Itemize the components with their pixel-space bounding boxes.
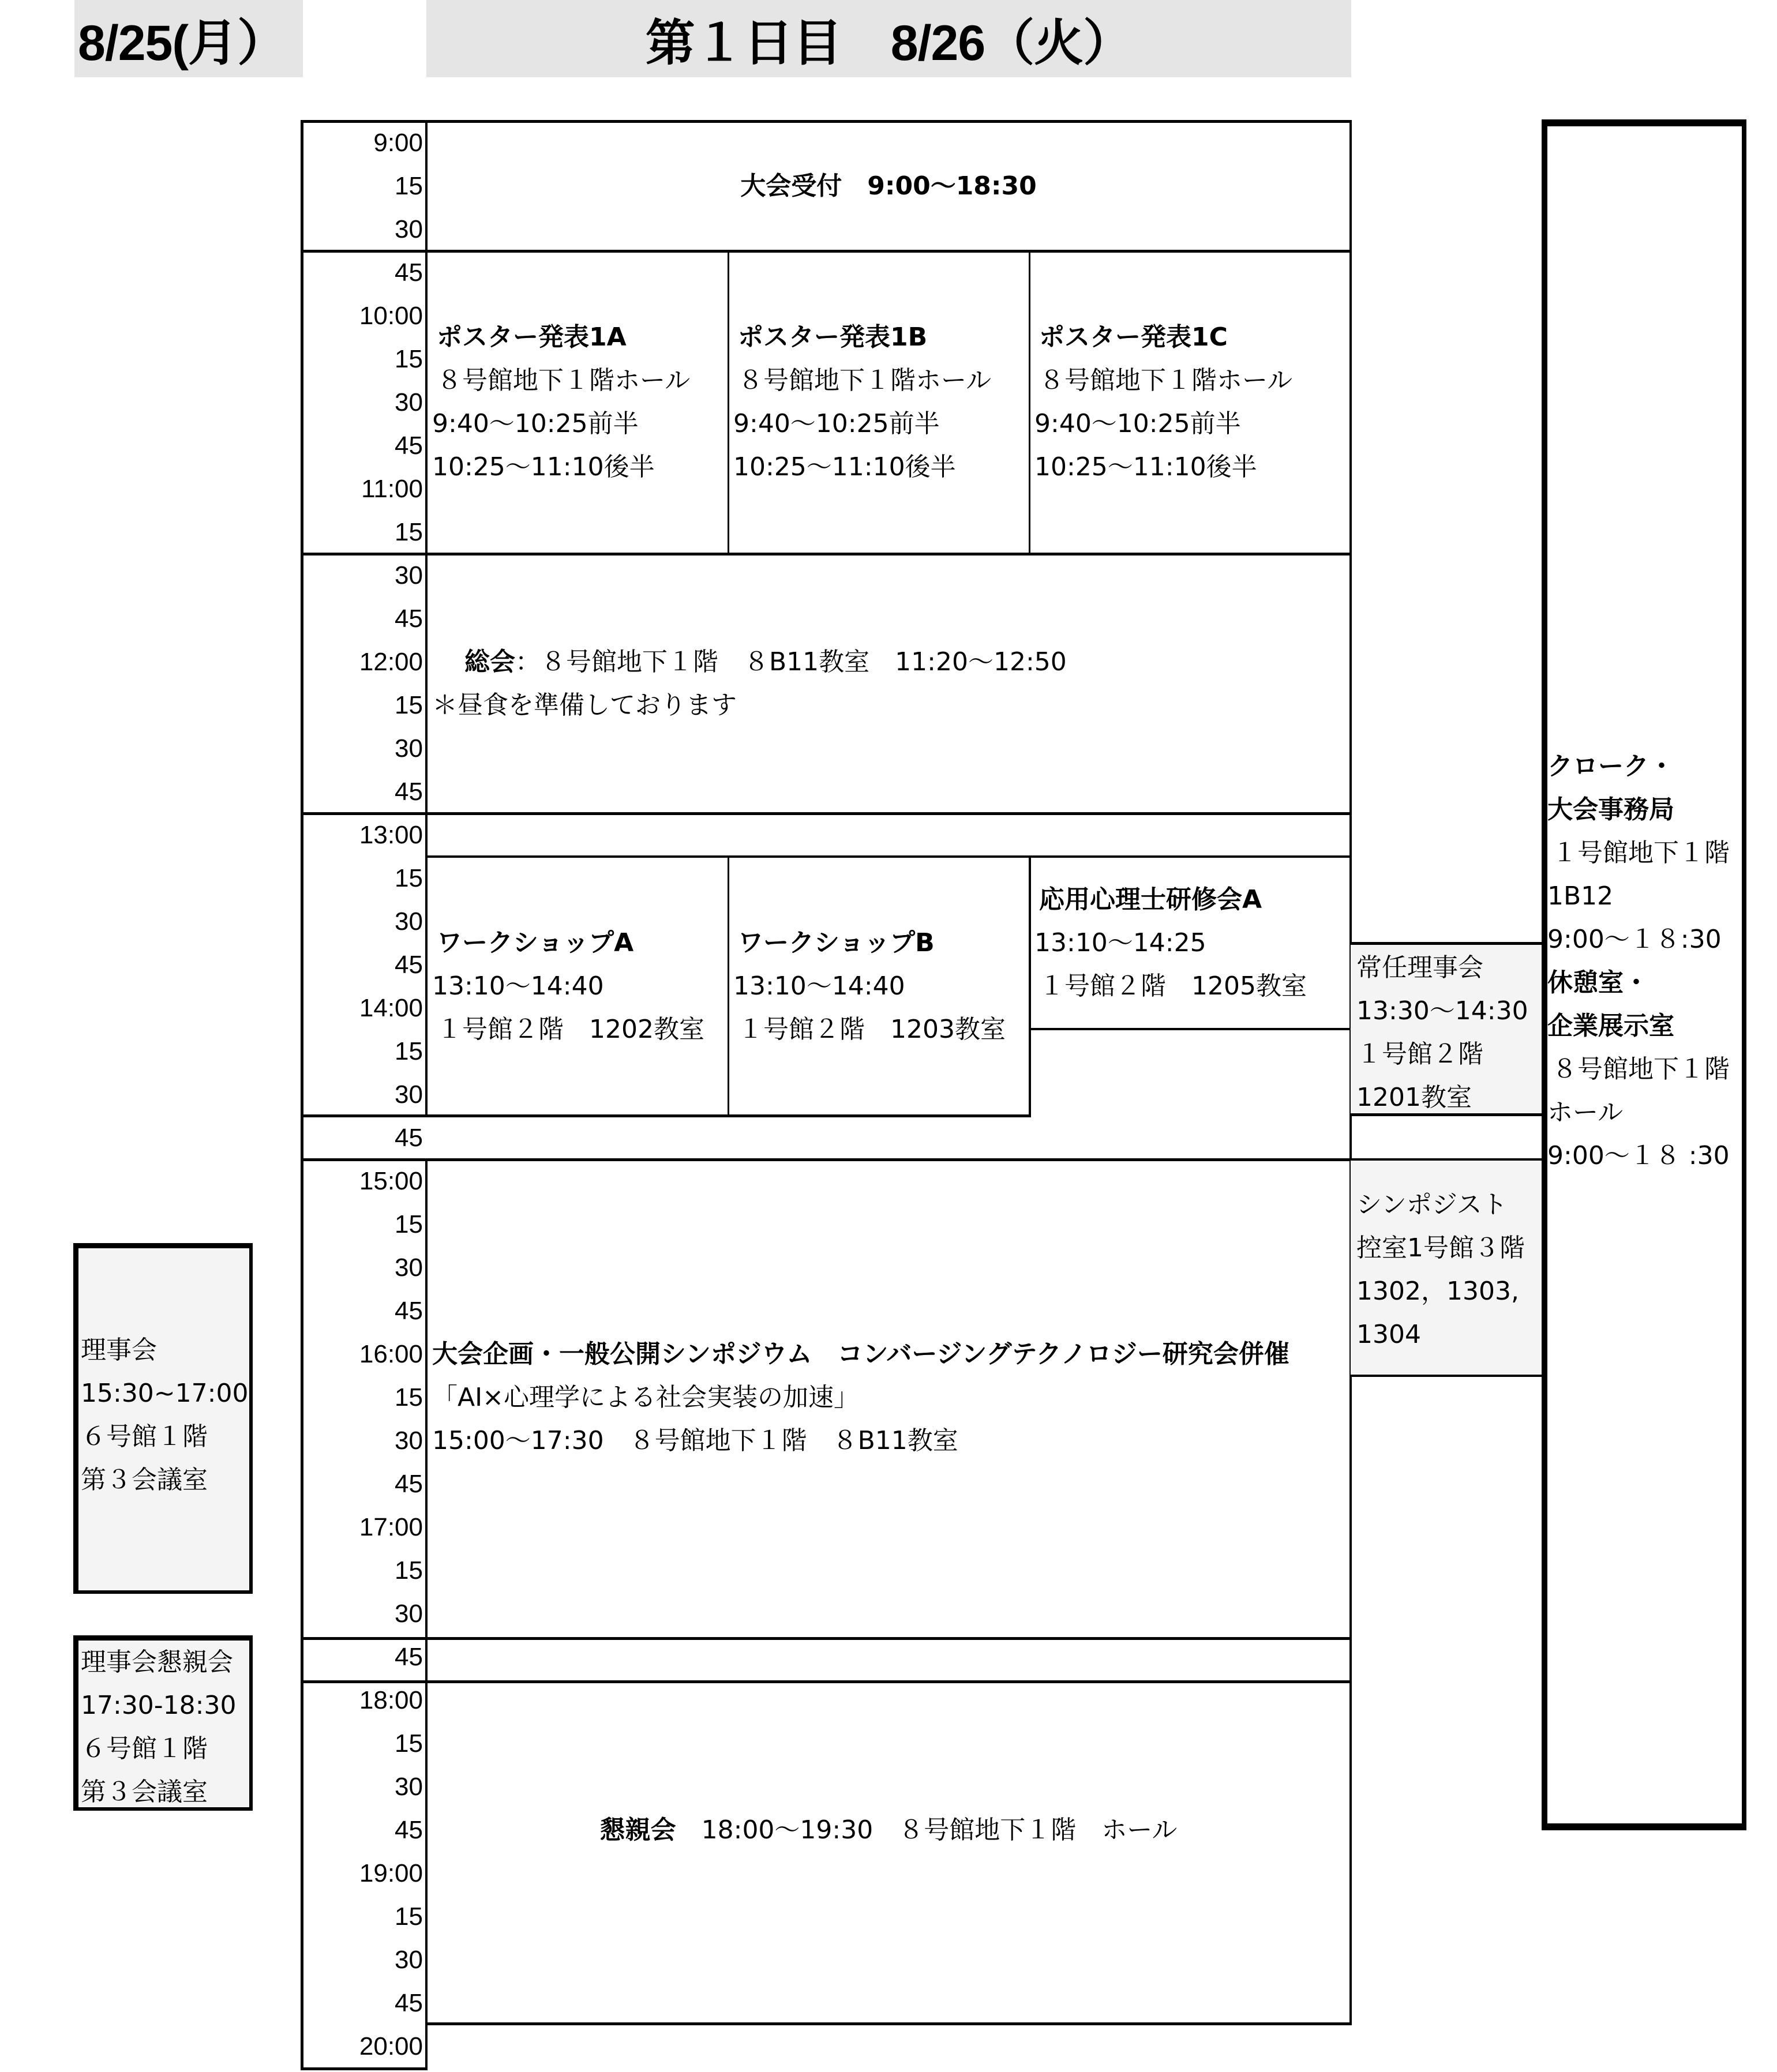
time-label: 45 <box>395 431 423 460</box>
time-label: 15:00 <box>359 1167 423 1195</box>
time-label: 30 <box>395 1253 423 1282</box>
board-party-line: ６号館１階 <box>81 1734 208 1763</box>
time-label: 15 <box>395 1210 423 1238</box>
workshop-b-title: ワークショップB <box>738 928 935 958</box>
board-party-box <box>73 1635 253 1811</box>
row-sep-1930 <box>426 2022 1352 2025</box>
party-detail: 18:00〜19:30 ８号館地下１階 ホール <box>701 1815 1178 1845</box>
time-label: 9:00 <box>373 129 423 157</box>
poster-1c <box>1030 316 1349 489</box>
time-label: 15 <box>395 1383 423 1412</box>
general-meeting-detail: ：８号館地下１階 ８B11教室 11:20〜12:50 <box>515 647 1067 677</box>
cloak-room: 1B12 <box>1547 881 1614 911</box>
general-meeting-title: 総会 <box>464 647 515 677</box>
time-column <box>302 121 426 2068</box>
table-bottom-border <box>301 2067 428 2070</box>
time-label: 15 <box>395 1037 423 1065</box>
workshop-b-place: １号館２階 1203教室 <box>738 1015 1006 1044</box>
board-meeting-box <box>73 1243 253 1594</box>
reception-title: 大会受付 9:00〜18:30 <box>740 171 1037 201</box>
time-label: 16:00 <box>359 1340 423 1368</box>
workshop-b-time: 13:10〜14:40 <box>733 971 905 1001</box>
poster-1b <box>729 316 1029 489</box>
poster-1c-first-half: 9:40〜10:25前半 <box>1034 409 1241 438</box>
row-sep-1130 <box>301 553 1352 555</box>
workshop-a-place: １号館２階 1202教室 <box>437 1015 704 1044</box>
symposium-detail: 15:00〜17:30 ８号館地下１階 ８B11教室 <box>432 1426 958 1455</box>
training-a-time: 13:10〜14:25 <box>1034 928 1206 958</box>
row-sep-1415-c <box>1030 1028 1351 1030</box>
board-meeting-line: ６号館１階 <box>81 1422 208 1451</box>
lounge-time: 9:00〜１８ :30 <box>1547 1141 1730 1170</box>
symposist-room-line: 控室1号館３階 <box>1356 1233 1525 1263</box>
time-label: 45 <box>395 605 423 633</box>
symposist-room-line: 1302，1303, <box>1356 1277 1519 1306</box>
time-label: 30 <box>395 1080 423 1109</box>
board-party-line: 第３会議室 <box>81 1777 208 1807</box>
time-label: 45 <box>395 1124 423 1152</box>
time-label: 15 <box>395 1902 423 1931</box>
time-label: 30 <box>395 1427 423 1455</box>
lounge-place: ８号館地下１階 <box>1552 1054 1730 1084</box>
time-label: 10:00 <box>359 302 423 330</box>
poster-1b-second-half: 10:25〜11:10後半 <box>733 452 956 482</box>
time-label: 30 <box>395 215 423 243</box>
row-sep-1445 <box>301 1114 1031 1117</box>
workshop-a-title: ワークショップA <box>437 928 634 958</box>
symposist-room-box <box>1351 1158 1543 1377</box>
row-sep-1300 <box>301 812 1352 815</box>
training-a-title: 応用心理士研修会A <box>1039 885 1262 914</box>
row-sep-1800 <box>301 1680 1352 1683</box>
general-meeting <box>428 640 1351 727</box>
board-party-line: 17:30-18:30 <box>81 1691 237 1720</box>
symposium-subtitle: 「AI×心理学による社会実装の加速」 <box>432 1383 859 1412</box>
reception-event <box>426 121 1351 251</box>
cloak-title-2: 大会事務局 <box>1547 795 1674 824</box>
time-label: 15 <box>395 1729 423 1758</box>
facilities-panel <box>1542 119 1746 1830</box>
time-label: 20:00 <box>359 2032 423 2060</box>
time-label: 30 <box>395 1946 423 1974</box>
poster-1c-title: ポスター発表1C <box>1039 322 1228 352</box>
poster-1b-place: ８号館地下１階ホール <box>738 366 992 395</box>
poster-1a-first-half: 9:40〜10:25前半 <box>432 409 639 438</box>
board-meeting-line: 第３会議室 <box>81 1465 208 1495</box>
training-a <box>1030 878 1349 1008</box>
time-label: 15 <box>395 864 423 892</box>
time-label: 18:00 <box>359 1686 423 1714</box>
cloak-place: １号館地下１階 <box>1552 838 1730 868</box>
cloak-title: クローク・ <box>1547 752 1674 781</box>
poster-1a-second-half: 10:25〜11:10後半 <box>432 452 655 482</box>
symposium <box>428 1332 1351 1462</box>
time-label: 15 <box>395 172 423 200</box>
time-label: 30 <box>395 1773 423 1801</box>
party-event <box>426 1808 1351 1852</box>
lounge-room: ホール <box>1547 1098 1624 1127</box>
time-label: 45 <box>395 1470 423 1498</box>
table-left-border <box>301 120 303 2070</box>
row-sep-1745 <box>301 1637 1352 1640</box>
poster-1b-title: ポスター発表1B <box>738 322 928 352</box>
lounge-title-2: 企業展示室 <box>1547 1011 1674 1041</box>
board-meeting-line: 15:30~17:00 <box>81 1379 249 1408</box>
time-label: 17:00 <box>359 1513 423 1541</box>
day1-header: 第１日目 8/26（火） <box>426 0 1351 77</box>
lounge-title: 休憩室・ <box>1547 968 1649 997</box>
time-label: 15 <box>395 1556 423 1585</box>
time-label: 11:00 <box>361 475 423 503</box>
workshop-a-time: 13:10〜14:40 <box>432 971 604 1001</box>
poster-1c-place: ８号館地下１階ホール <box>1039 366 1293 395</box>
standing-board-line: 1201教室 <box>1356 1083 1472 1112</box>
time-label: 45 <box>395 1297 423 1325</box>
time-label: 13:00 <box>359 821 423 849</box>
training-a-place: １号館２階 1205教室 <box>1039 971 1307 1001</box>
cloak-time: 9:00〜１８:30 <box>1547 925 1722 954</box>
time-label: 30 <box>395 1600 423 1628</box>
board-meeting-line: 理事会 <box>81 1335 157 1365</box>
time-label: 19:00 <box>359 1859 423 1887</box>
poster-1a-place: ８号館地下１階ホール <box>437 366 691 395</box>
prev-day-header: 8/25(月） <box>74 0 303 77</box>
poster-1a-title: ポスター発表1A <box>437 322 627 352</box>
time-label: 30 <box>395 907 423 936</box>
symposium-title: 大会企画・一般公開シンポジウム コンバージングテクノロジー研究会併催 <box>432 1339 1289 1369</box>
time-label: 45 <box>395 1989 423 2017</box>
time-label: 15 <box>395 518 423 546</box>
workshop-b <box>729 921 1029 1051</box>
time-label: 30 <box>395 734 423 763</box>
time-divider <box>425 1158 428 2070</box>
poster-1c-second-half: 10:25〜11:10後半 <box>1034 452 1257 482</box>
time-label: 14:00 <box>359 994 423 1022</box>
time-label: 45 <box>395 778 423 806</box>
standing-board-box <box>1351 942 1543 1116</box>
standing-board-line: １号館２階 <box>1356 1039 1483 1069</box>
general-meeting-note: ＊昼食を準備しております <box>432 690 737 720</box>
time-label: 30 <box>395 561 423 590</box>
time-label: 45 <box>395 258 423 287</box>
poster-1b-first-half: 9:40〜10:25前半 <box>733 409 940 438</box>
time-label: 45 <box>395 1816 423 1844</box>
time-label: 45 <box>395 951 423 979</box>
standing-board-line: 13:30〜14:30 <box>1356 996 1528 1026</box>
row-sep-1500 <box>301 1158 1352 1161</box>
standing-board-line: 常任理事会 <box>1356 953 1483 982</box>
board-party-line: 理事会懇親会 <box>81 1647 233 1677</box>
workshop-a <box>428 921 728 1051</box>
time-label: 12:00 <box>359 648 423 676</box>
time-label: 15 <box>395 345 423 373</box>
time-label: 30 <box>395 388 423 416</box>
symposist-room-line: シンポジスト <box>1356 1190 1508 1219</box>
symposist-room-line: 1304 <box>1356 1320 1421 1349</box>
time-label: 45 <box>395 1643 423 1671</box>
poster-1a <box>428 316 728 489</box>
time-label: 15 <box>395 691 423 719</box>
party-title: 懇親会 <box>599 1815 676 1845</box>
row-sep-1315 <box>426 855 1351 858</box>
